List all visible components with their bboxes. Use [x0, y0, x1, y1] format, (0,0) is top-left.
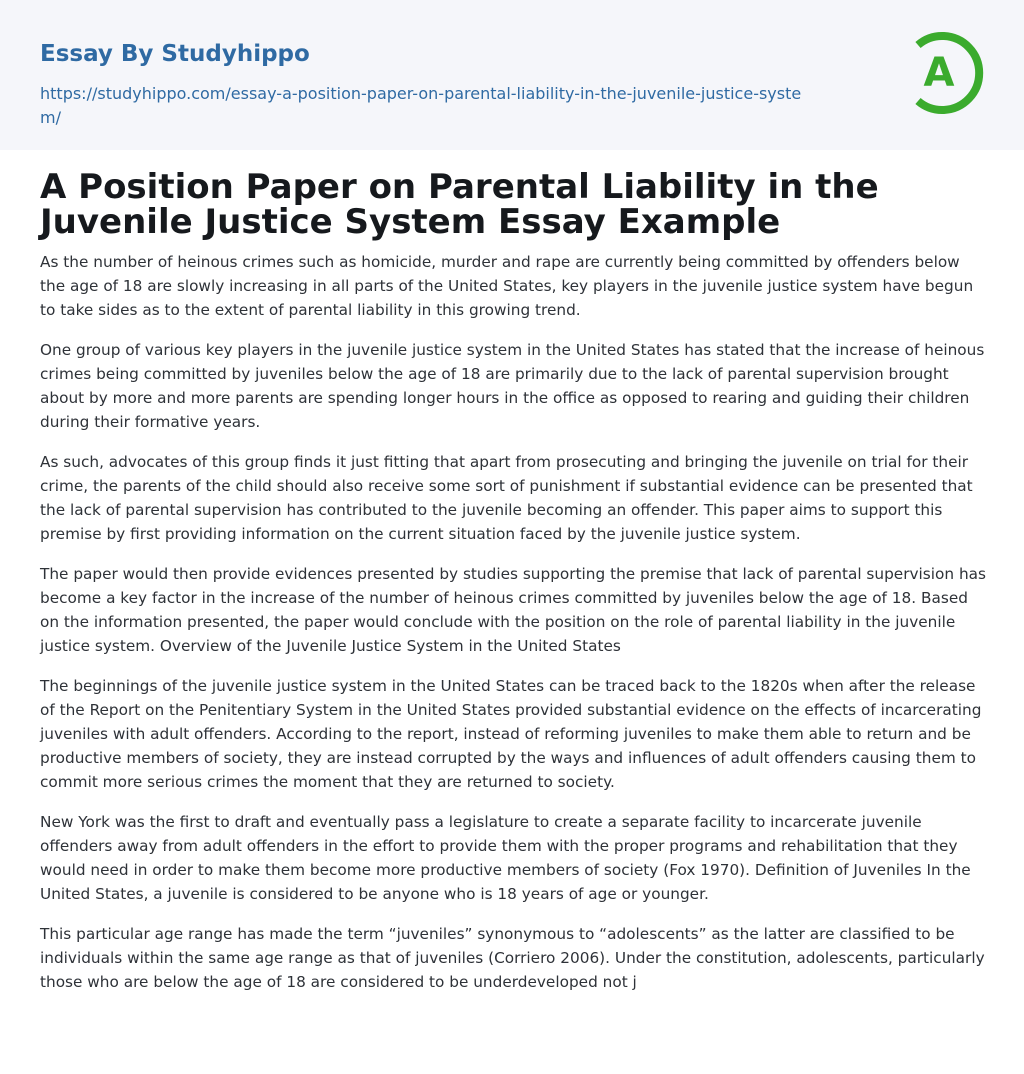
essay-paragraph: This particular age range has made the term “juveniles” synonymous to “adolescents” as the latter are classified to be individuals within the same age range as that of juveniles (Corriero 2006). Under the constitution, adolescents, particularly those who are below the age of 18 are considered to be underdeveloped not j	[40, 925, 985, 991]
source-url-link[interactable]: https://studyhippo.com/essay-a-position-paper-on-parental-liability-in-the-juvenile-justice-system/	[40, 84, 802, 127]
essay-paragraph: The beginnings of the juvenile justice system in the United States can be traced back to the 1820s when after the release of the Report on the Penitentiary System in the United States provided substantial evidence on the effects of incarcerating juveniles with adult offenders. According to the report, instead of reforming juveniles to make them able to return and be productive members of society, they are instead corrupted by the ways and influences of adult offenders causing them to commit more serious crimes the moment that they are returned to society.	[40, 677, 982, 791]
essay-paragraph: The paper would then provide evidences presented by studies supporting the premise that lack of parental supervision has become a key factor in the increase of the number of heinous crimes committed by juveniles below the age of 18. Based on the information presented, the paper would conclude with the position on the role of parental liability in the juvenile justice system. Overview of the Juvenile Justice System in the United States	[40, 565, 986, 655]
essay-paragraph: New York was the first to draft and eventually pass a legislature to create a separate facility to incarcerate juvenile offenders away from adult offenders in the effort to provide them with the proper programs and rehabilitation that they would need in order to make them become more productive members of society (Fox 1970). Definition of Juveniles In the United States, a juvenile is considered to be anyone who is 18 years of age or younger.	[40, 813, 971, 903]
essay-paragraph: As the number of heinous crimes such as homicide, murder and rape are currently being committed by offenders below the age of 18 are slowly increasing in all parts of the United States, key players in the juvenile justice system have begun to take sides as to the extent of parental liability in this growing trend.	[40, 253, 974, 319]
circle-a-logo-icon[interactable]	[896, 28, 988, 118]
essay-paragraph: As such, advocates of this group finds it just fitting that apart from prosecuting and bringing the juvenile on trial for their crime, the parents of the child should also receive some sort of punishment if substantial evidence can be presented that the lack of parental supervision has contributed to the juvenile becoming an offender. This paper aims to support this premise by first providing information on the current situation faced by the juvenile justice system.	[40, 453, 973, 543]
essay-body	[40, 250, 986, 1010]
page-title: A Position Paper on Parental Liability in the Juvenile Justice System Essay Example	[40, 167, 879, 242]
brand-name[interactable]: Essay By Studyhippo	[40, 41, 310, 67]
site-header	[0, 0, 1024, 150]
logo-letter: A	[923, 50, 955, 96]
essay-paragraph: One group of various key players in the juvenile justice system in the United States has stated that the increase of heinous crimes being committed by juveniles below the age of 18 are primarily due to the lack of parental supervision brought about by more and more parents are spending longer hours in the office as opposed to rearing and guiding their children during their formative years.	[40, 341, 985, 431]
